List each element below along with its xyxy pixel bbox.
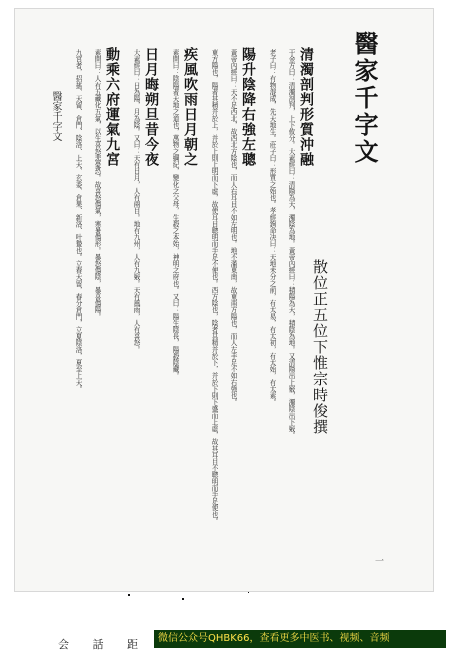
text-annotation-column: 老子曰：有物混成，先天地生。莊子曰：形質之始也。孝經鉤命决曰：天地未分之前，有太易，有太初，有太始，有太素。	[268, 49, 276, 406]
side-note: 醫家千字文	[50, 91, 61, 141]
text-annotation-column: 東方陽也，陽者其精并於上，并於上則上明而下虛，故使耳目聰明而手足不便也。西方陰也，陰者其精并於下，并於下則下盛而上虛，故其耳目不聰明而手足便也。	[210, 49, 218, 525]
text-heading-column: 陽升陰降右強左聰	[240, 47, 256, 167]
text-annotation-column: 素問曰：人有五藏化五氣，以生喜怒悲憂恐。故喜怒傷氣，寒暑傷形。暴怒傷陰，暴喜傷陽。	[93, 49, 101, 320]
text-annotation-column: 九宮者，招搖、天留、倉門、陰洛、上天、玄委、倉果、新洛、叶蟄也。立春天留，春分倉門，立夏陰洛，夏至上天。	[74, 49, 82, 393]
text-heading-column: 日月晦朔旦昔今夜	[143, 47, 159, 167]
text-heading-column: 動乘六府運氣九宮	[104, 47, 120, 167]
document-page	[14, 8, 434, 592]
text-annotation-column: 素問曰：陰陽者天地之道也，萬物之綱紀，變化之父母，生殺之本始，神明之府也。又曰：陽生陰長，陽殺陰藏。	[171, 49, 179, 379]
scan-speck	[248, 592, 249, 593]
page-number: 一	[375, 557, 385, 567]
scan-speck	[182, 598, 184, 600]
text-heading-column: 清濁剖判形質沖融	[298, 47, 314, 167]
author-line: 散位正五位下惟宗時俊撰	[311, 259, 329, 435]
wechat-banner: 微信公众号QHBK66，查看更多中医书、视频、音频	[154, 630, 446, 648]
text-annotation-column: 大素經曰：日為陽，月為陰。又曰：天有日月，人有兩目。地有九州，人有九竅。天有風雨，人有喜怒。	[132, 49, 140, 353]
page-title: 醫家千字文	[350, 31, 379, 166]
scan-speck	[128, 594, 130, 596]
text-annotation-column: 黃帝內經曰：天不足西北，故西北方陰也，而人右耳目不如左明也。地不滿東南，故東南方陽也，而人左手足不如右強也。	[229, 49, 237, 406]
text-annotation-column: 干金方曰：清濁剖判，上下攸分。大素經曰：清陽為天，濁陰為地。黃帝內經曰：積陽為天，積陰為地。又清陽出上竅，濁陰出下竅。	[287, 49, 295, 439]
text-heading-column: 疾風吹雨日月朝之	[182, 47, 198, 167]
next-page-partial-text: 会 話 距	[58, 638, 148, 651]
